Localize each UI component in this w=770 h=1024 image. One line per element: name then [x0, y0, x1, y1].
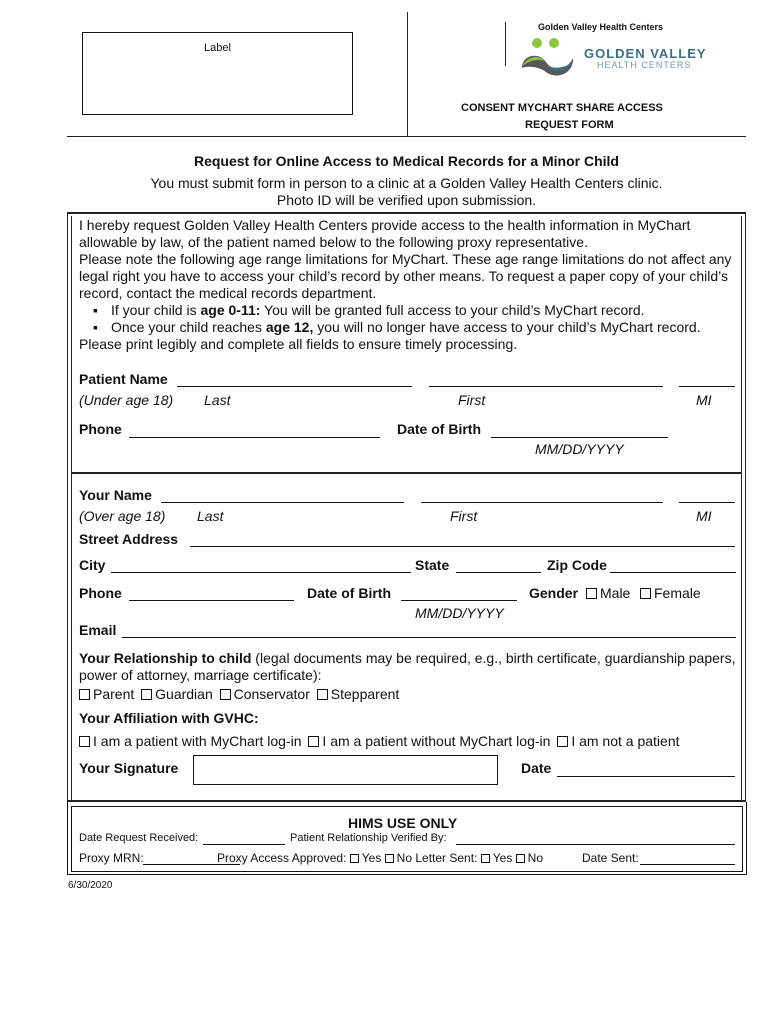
patient-first-caption: First [458, 392, 486, 408]
hims-date-sent-field[interactable] [640, 864, 735, 865]
hims-title: HIMS USE ONLY [348, 815, 458, 831]
your-last-caption: Last [197, 508, 224, 524]
your-mi-field[interactable] [679, 502, 735, 503]
frame-right-inner [741, 216, 742, 802]
logo-mark [518, 36, 578, 80]
your-phone-label: Phone [79, 585, 122, 601]
patient-dob-label: Date of Birth [397, 421, 481, 437]
intro-title: Request for Online Access to Medical Records for a Minor Child [193, 153, 619, 169]
your-dob-format: MM/DD/YYYY [415, 605, 504, 621]
hims-date-sent-label: Date Sent: [582, 851, 639, 865]
consent-paragraph-2: Please note the following age range limitations for MyChart. These age range limitations do not affect any legal right you have to access your child’s record by other means. To request a paper copy of your child’s record, contact the medical records department. [79, 251, 732, 301]
relationship-options [79, 686, 399, 703]
logo-text-line1: GOLDEN VALLEY [584, 46, 707, 61]
form-title-line2: REQUEST FORM [525, 119, 614, 131]
logo-text-line2: HEALTH CENTERS [597, 60, 692, 70]
intro-subtitle-1: You must submit form in person to a clinic at a Golden Valley Health Centers clinic. [150, 175, 663, 191]
affiliation-label: Your Affiliation with GVHC: [79, 710, 259, 726]
your-mi-caption: MI [696, 508, 712, 524]
label-box-text: Label [204, 42, 231, 54]
hims-letter-no-label: No [527, 851, 544, 865]
hims-proxy-no-label: No [396, 851, 413, 865]
section-divider [71, 472, 742, 474]
conservator-checkbox[interactable] [220, 689, 231, 700]
patient-mi-caption: MI [696, 392, 712, 408]
hims-letter-sent-yes-checkbox[interactable] [481, 854, 490, 863]
your-phone-field[interactable] [129, 600, 294, 601]
hims-date-received-label: Date Request Received: [79, 832, 199, 844]
hims-proxy-yes-label: Yes [361, 851, 382, 865]
parent-checkbox[interactable] [79, 689, 90, 700]
gender-label: Gender [529, 585, 579, 601]
date-label: Date [521, 760, 552, 776]
street-address-label: Street Address [79, 531, 179, 547]
affiliation-with-login-label: I am a patient with MyChart log-in [93, 733, 302, 749]
signature-box[interactable] [193, 755, 498, 785]
state-field[interactable] [456, 572, 541, 573]
conservator-option-label: Conservator [233, 686, 310, 702]
email-field[interactable] [122, 637, 736, 638]
org-small-name: Golden Valley Health Centers [538, 22, 664, 32]
consent-text [79, 217, 739, 353]
patient-first-name-field[interactable] [429, 386, 663, 387]
parent-option-label: Parent [93, 686, 135, 702]
patient-mi-field[interactable] [679, 386, 735, 387]
patient-phone-label: Phone [79, 421, 122, 437]
your-age-note: (Over age 18) [79, 508, 166, 524]
hims-proxy-mrn-label: Proxy MRN: [79, 851, 144, 865]
bullet-age-0-11: ▪ If your child is age 0-11: You will be granted full access to your child’s MyChart record. [93, 302, 645, 318]
header-vertical-divider [407, 12, 408, 136]
header-bottom-rule [67, 136, 746, 137]
city-label: City [79, 557, 106, 573]
patient-dob-field[interactable] [491, 437, 668, 438]
affiliation-not-patient-checkbox[interactable] [557, 736, 568, 747]
consent-paragraph-3: Please print legibly and complete all fields to ensure timely processing. [79, 336, 518, 352]
hims-proxy-approved-yes-checkbox[interactable] [350, 854, 359, 863]
hims-proxy-approved-label: Proxy Access Approved: [217, 851, 347, 865]
bullet-age-12: ▪ Once your child reaches age 12, you will no longer have access to your child’s MyChart record. [93, 319, 701, 335]
hims-relationship-verified-label: Patient Relationship Verified By: [290, 832, 447, 844]
signature-label: Your Signature [79, 760, 179, 776]
patient-dob-format: MM/DD/YYYY [535, 441, 624, 457]
street-address-field[interactable] [190, 546, 735, 547]
hims-date-received-field[interactable] [203, 844, 285, 845]
guardian-checkbox[interactable] [141, 689, 152, 700]
state-label: State [415, 557, 450, 573]
your-dob-label: Date of Birth [307, 585, 391, 601]
your-last-name-field[interactable] [161, 502, 404, 503]
logo-divider [505, 22, 506, 66]
your-name-label: Your Name [79, 487, 152, 503]
email-label: Email [79, 622, 117, 638]
male-checkbox[interactable] [586, 588, 597, 599]
relationship-note: (legal documents may be required, e.g., birth certificate, guardianship papers, power of attorney, marriage certificate): [79, 650, 736, 683]
hims-letter-sent-label: Letter Sent: [415, 851, 478, 865]
hims-proxy-approved-no-checkbox[interactable] [385, 854, 394, 863]
frame-left-inner [71, 216, 72, 802]
consent-paragraph-1: I hereby request Golden Valley Health Centers provide access to the health information in MyChart allowable by law, of the patient named below to the following proxy representative. [79, 217, 691, 250]
frame-left-outer [67, 212, 68, 802]
zip-label: Zip Code [547, 557, 607, 573]
hims-letter-sent-no-checkbox[interactable] [516, 854, 525, 863]
hims-relationship-verified-field[interactable] [456, 844, 735, 845]
patient-last-name-field[interactable] [177, 386, 412, 387]
relationship-text [79, 650, 739, 684]
label-box [82, 32, 353, 115]
relationship-label: Your Relationship to child [79, 650, 252, 666]
stepparent-checkbox[interactable] [317, 689, 328, 700]
hims-letter-yes-label: Yes [492, 851, 513, 865]
affiliation-options [79, 733, 680, 750]
intro-subtitle-2: Photo ID will be verified upon submission. [276, 192, 537, 208]
female-checkbox[interactable] [640, 588, 651, 599]
gender-female-option[interactable]: Female [640, 585, 701, 602]
patient-age-note: (Under age 18) [79, 392, 174, 408]
patient-phone-field[interactable] [129, 437, 380, 438]
frame-top [67, 212, 746, 214]
city-field[interactable] [111, 572, 411, 573]
stepparent-option-label: Stepparent [330, 686, 400, 702]
signature-date-field[interactable] [557, 776, 735, 777]
frame-right-outer [745, 212, 746, 802]
affiliation-with-login-checkbox[interactable] [79, 736, 90, 747]
patient-name-label: Patient Name [79, 371, 168, 387]
patient-last-caption: Last [204, 392, 231, 408]
affiliation-not-patient-label: I am not a patient [571, 733, 680, 749]
your-first-name-field[interactable] [421, 502, 663, 503]
affiliation-without-login-checkbox[interactable] [308, 736, 319, 747]
zip-field[interactable] [610, 572, 736, 573]
hims-proxy-approved-row [217, 851, 543, 865]
guardian-option-label: Guardian [155, 686, 213, 702]
affiliation-without-login-label: I am a patient without MyChart log-in [322, 733, 551, 749]
your-first-caption: First [450, 508, 478, 524]
form-title-line1: CONSENT MYCHART SHARE ACCESS [461, 102, 663, 114]
revision-date: 6/30/2020 [68, 880, 113, 891]
gender-male-option[interactable]: Male [586, 585, 630, 602]
your-dob-field[interactable] [401, 600, 517, 601]
